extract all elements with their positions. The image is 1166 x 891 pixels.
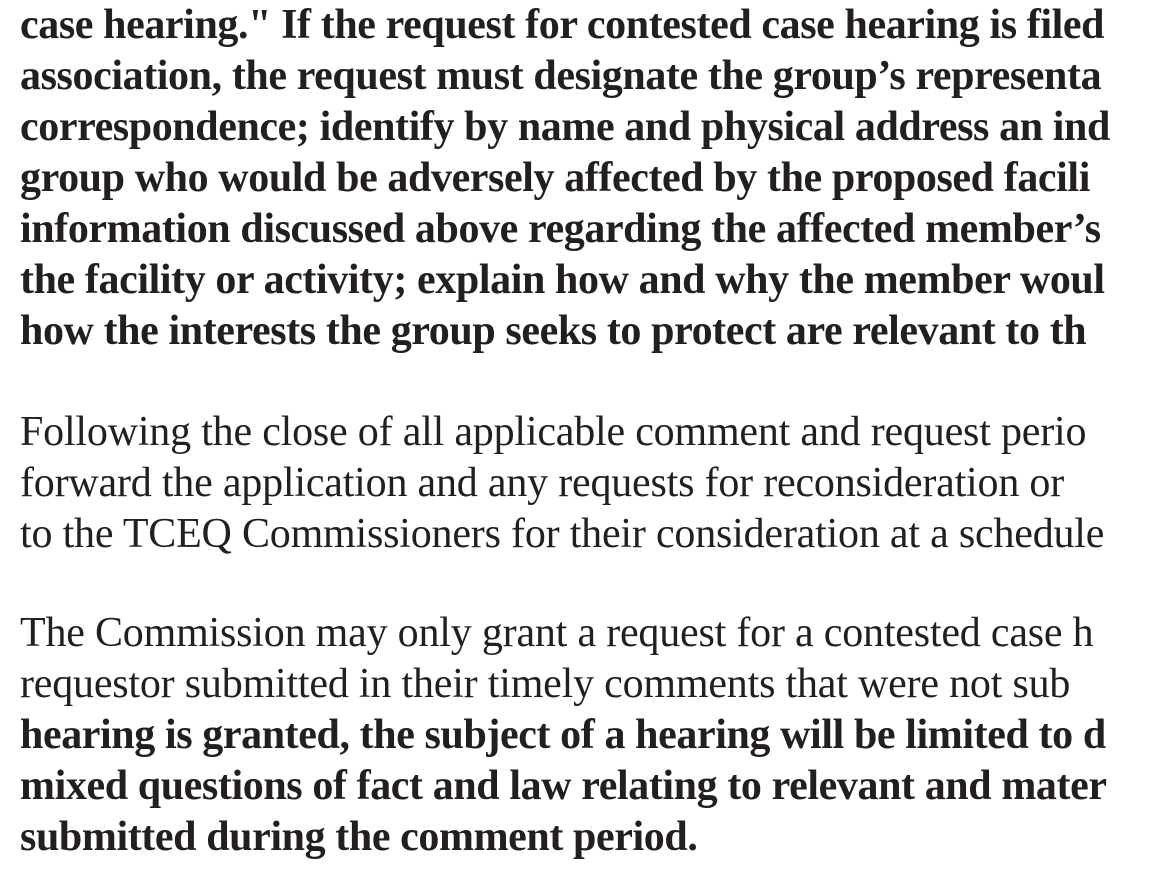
- paragraph-1-line: case hearing." If the request for contested case hearing is filed: [20, 2, 1105, 48]
- paragraph-3-line: mixed questions of fact and law relating to relevant and mater: [20, 763, 1107, 809]
- paragraph-3-line: requestor submitted in their timely comments that were not sub: [20, 661, 1071, 707]
- paragraph-1-line: information discussed above regarding the affected member’s: [20, 206, 1101, 252]
- paragraph-1-line: the facility or activity; explain how and why the member woul: [20, 257, 1105, 303]
- paragraph-1-line: group who would be adversely affected by the proposed facili: [20, 155, 1090, 201]
- paragraph-3-line: submitted during the comment period.: [20, 814, 698, 860]
- paragraph-1-line: correspondence; identify by name and physical address an ind: [20, 104, 1110, 150]
- paragraph-1-line: association, the request must designate the group’s representa: [20, 53, 1102, 99]
- paragraph-2-line: Following the close of all applicable comment and request perio: [20, 409, 1087, 455]
- paragraph-3-line: hearing is granted, the subject of a hearing will be limited to d: [20, 712, 1106, 758]
- paragraph-2-line: forward the application and any requests for reconsideration or: [20, 460, 1065, 506]
- document-page: [20, 0, 1166, 891]
- paragraph-1-line: how the interests the group seeks to protect are relevant to th: [20, 308, 1087, 354]
- paragraph-3-line: The Commission may only grant a request for a contested case h: [20, 610, 1094, 656]
- paragraph-2-line: to the TCEQ Commissioners for their consideration at a schedule: [20, 511, 1105, 557]
